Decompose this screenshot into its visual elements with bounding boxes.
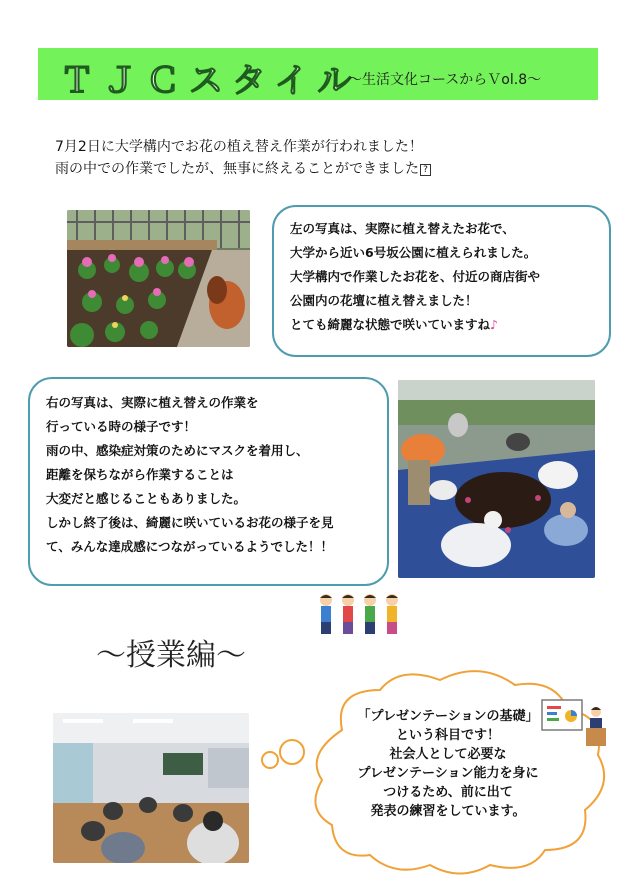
cloud-line: という科目です！: [395, 728, 500, 743]
bubble-line: [290, 313, 609, 337]
cloud-line: 社会人として必要な: [389, 747, 507, 762]
bubble-line: 大変だと感じることもありました。: [46, 491, 247, 506]
intro-line-1: 7月2日に大学構内でお花の植え替え作業が行われました！: [55, 139, 423, 155]
intro-line-2: [55, 158, 431, 178]
children-illustration: [315, 590, 403, 638]
bubble-line: 行っている時の様子です！: [46, 419, 197, 434]
bubble-line: て、みんな達成感につながっているようでした！！: [46, 539, 334, 554]
bubble-line: 公園内の花壇に植え替えました！: [290, 293, 478, 308]
bubble-line: 距離を保ちながら作業することは: [46, 467, 234, 482]
bubble-line: 左の写真は、実際に植え替えたお花で、: [290, 221, 515, 236]
bubble-line: 右の写真は、実際に植え替えの作業を: [46, 395, 259, 410]
bubble-line: 大学から近い6号坂公園に植えられました。: [290, 245, 537, 260]
intro-line-2-text: 雨の中での作業でしたが、無事に終えることができました: [55, 161, 419, 177]
planting-work-photo: [398, 380, 595, 578]
bubble-line: しかし終了後は、綺麗に咲いているお花の様子を見: [46, 515, 334, 530]
cloud-line: つけるため、前に出て: [383, 785, 513, 800]
page-subtitle: ～生活文化コースからＶol.8～: [348, 72, 542, 88]
section-title: ～授業編～: [96, 638, 246, 673]
presenter-illustration: [540, 698, 608, 748]
classroom-photo: [53, 713, 249, 863]
planting-description-bubble: [272, 205, 611, 357]
missing-glyph-box: ?: [420, 164, 431, 176]
page-title: ＴＪＣスタイル: [60, 61, 361, 101]
cloud-line: プレゼンテーション能力を身に: [357, 766, 539, 781]
work-description-bubble: [28, 377, 389, 586]
cloud-line: 発表の練習をしています。: [370, 804, 526, 819]
bubble-line: 雨の中、感染症対策のためにマスクを着用し、: [46, 443, 309, 458]
bubble-line: 大学構内で作業したお花を、付近の商店街や: [290, 269, 541, 284]
cloud-line: 「プレゼンテーションの基礎」: [357, 709, 539, 724]
bubble-line-text: とても綺麗な状態で咲いていますね: [290, 317, 491, 332]
music-note-icon: ♪: [490, 317, 498, 332]
flower-bed-photo: [67, 210, 250, 347]
cloud-text: [338, 707, 558, 821]
